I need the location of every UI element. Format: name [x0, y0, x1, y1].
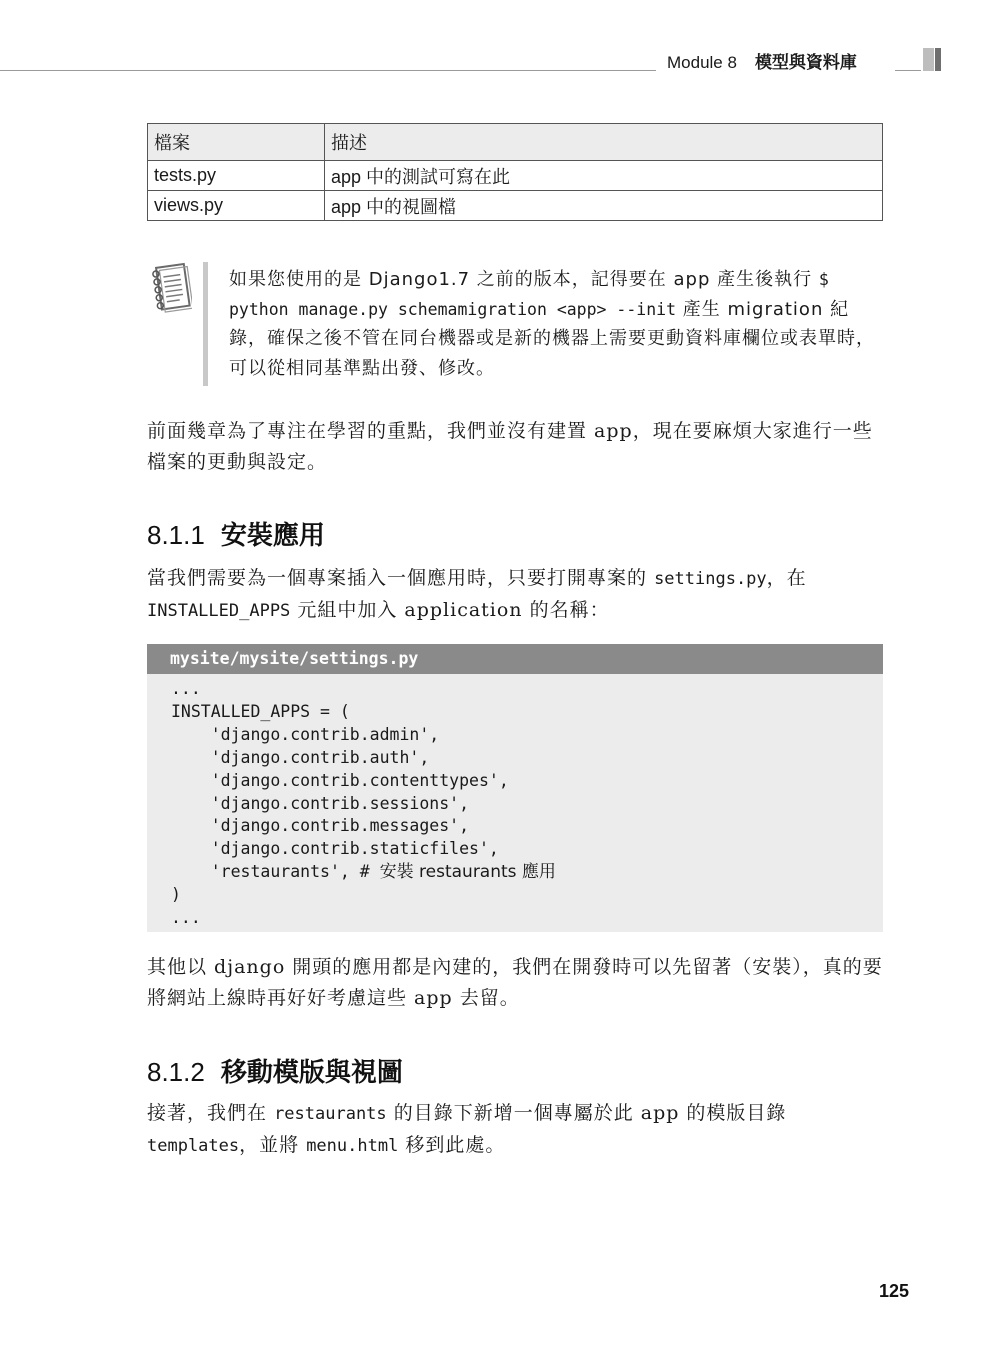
inline-code: menu.html — [306, 1136, 399, 1156]
code-lines: ... INSTALLED_APPS = ( 'django.contrib.admin', 'django.contrib.auth', 'django.contrib.contenttypes', 'django.contrib.sessions', 'django.contrib.messages', 'django.contrib.staticfiles', 'restaurants', # — [171, 679, 509, 882]
page-number: 125 — [879, 1281, 910, 1301]
inline-code: INSTALLED_APPS — [147, 601, 291, 621]
paragraph-text: ，並將 — [239, 1134, 300, 1156]
running-header — [667, 48, 857, 73]
header-chapter: 模型與資料庫 — [754, 53, 857, 73]
inline-code: restaurants — [274, 1104, 387, 1124]
header-module: Module 8 — [667, 53, 737, 72]
code-comment: 安裝 restaurants 應用 — [379, 862, 556, 883]
note-command: $ python manage.py schemamigration <app> --init — [229, 270, 829, 319]
table-row — [148, 191, 883, 221]
paragraph-text: 移到此處。 — [405, 1134, 506, 1156]
code-content — [147, 674, 883, 930]
section-number: 8.1.2 — [147, 1057, 205, 1087]
paragraph-text: 元組中加入 application 的名稱： — [297, 599, 610, 621]
header-rule-right — [895, 70, 921, 71]
note-text-part2: 產生 migration 紀錄，確保之後不管在同台機器或是新的機器上需要更動資料庫欄位或表單時，可以從相同基準點出發、修改。 — [229, 298, 875, 379]
section-1-paragraph — [147, 563, 883, 627]
section-heading-2 — [147, 1052, 403, 1089]
section-2-paragraph — [147, 1098, 883, 1162]
paragraph-text: 接著，我們在 — [147, 1102, 268, 1124]
paragraph-text: 當我們需要為一個專案插入一個應用時，只要打開專案的 — [147, 567, 648, 589]
code-block — [147, 644, 883, 932]
notepad-icon — [150, 262, 192, 314]
inline-code: settings.py — [654, 569, 767, 589]
code-filename: mysite/mysite/settings.py — [147, 644, 883, 674]
file-table — [147, 123, 883, 221]
inline-code: templates — [147, 1136, 240, 1156]
section-title: 移動模版與視圖 — [220, 1058, 403, 1088]
after-code-paragraph: 其他以 django 開頭的應用都是內建的，我們在開發時可以先留著（安裝），真的要將網站上線時再好好考慮這些 app 去留。 — [147, 956, 883, 1009]
table-cell: app 中的視圖檔 — [325, 191, 883, 221]
table-cell: tests.py — [148, 161, 325, 191]
header-mark-dark — [935, 48, 941, 71]
table-header-cell: 檔案 — [148, 124, 325, 161]
section-title: 安裝應用 — [220, 521, 325, 551]
table-header-row — [148, 124, 883, 161]
table-row — [148, 161, 883, 191]
note-bar — [203, 262, 208, 386]
header-mark-light — [923, 48, 934, 71]
header-rule — [0, 70, 656, 71]
note-text-part1: 如果您使用的是 Django1.7 之前的版本，記得要在 app 產生後執行 — [229, 269, 813, 290]
table-header-cell: 描述 — [325, 124, 883, 161]
section-heading-1 — [147, 515, 325, 552]
section-number: 8.1.1 — [147, 520, 205, 550]
code-lines: ) ... — [171, 885, 201, 928]
note-text — [229, 265, 879, 383]
table-cell: views.py — [148, 191, 325, 221]
table-cell: app 中的測試可寫在此 — [325, 161, 883, 191]
intro-paragraph: 前面幾章為了專注在學習的重點，我們並沒有建置 app，現在要麻煩大家進行一些檔案的更動與設定。 — [147, 420, 873, 473]
paragraph-text: 的目錄下新增一個專屬於此 app 的模版目錄 — [393, 1102, 787, 1124]
paragraph-text: ，在 — [766, 567, 807, 589]
